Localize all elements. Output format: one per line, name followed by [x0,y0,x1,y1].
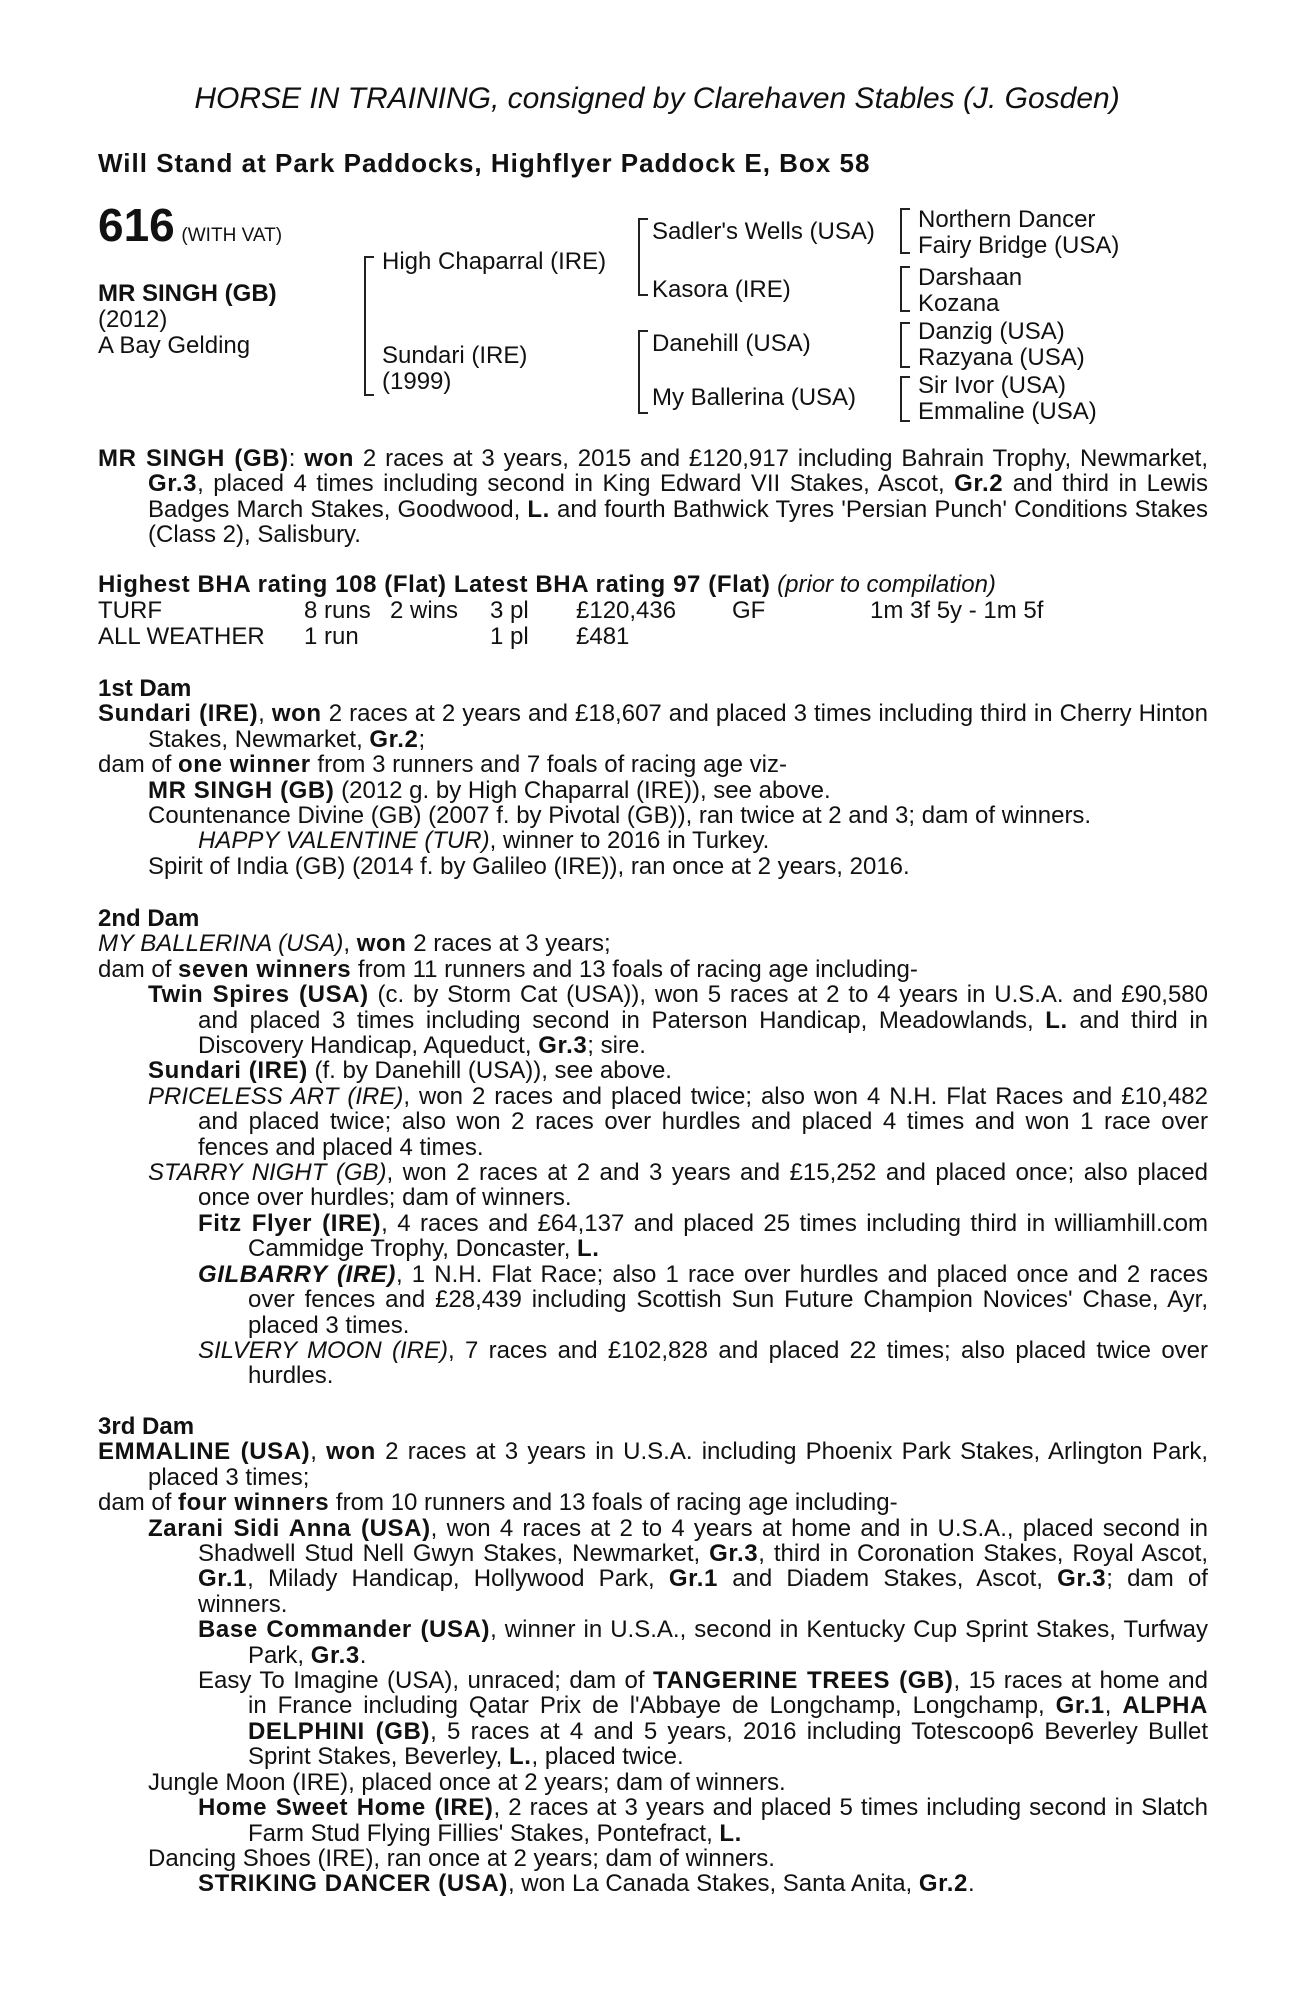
grade-label: L. [527,495,550,523]
progeny-text: , Milady Handicap, Hollywood Park, [247,1565,669,1593]
first-dam-section: 1st Dam Sundari (IRE), won 2 races at 2 years and £18,607 and placed 3 times including third in Cherry Hinton Stakes, Newmarket, Gr.2; dam of one winner from 3 runners and 7 foals of racing age viz- MR SINGH (GB) (2012 g. by High Chaparral (IRE)), see above. Countenance Divine (GB) (2007 f. by Pivotal (GB)), ran twice at 2 and 3; dam of winners. HAPPY VALENTINE (TUR), winner to 2016 in Turkey. Spirit of India (GB) (2014 f. by Galileo (IRE)), ran once at 2 years, 2016. [98,675,1208,880]
grade-label: L. [719,1819,742,1847]
race-summary: MR SINGH (GB): won 2 races at 3 years, 2015 and £120,917 including Bahrain Trophy, Newmarket, Gr.3, placed 4 times including second in King Edward VII Stakes, Ascot, Gr.2 and third in Lewis Badges March Stakes, Goodwood, L. and fourth Bathwick Tyres 'Persian Punch' Conditions Stakes (Class 2), Salisbury. [98,445,1209,549]
dam-of-text: dam of [98,1489,179,1517]
horse-description: A Bay Gelding [98,332,251,359]
table-cell: GF [732,596,766,624]
table-cell: 2 wins [390,596,459,624]
grade-label: Gr.1 [668,1565,718,1593]
table-row [98,623,1043,649]
progeny-name: SILVERY MOON (IRE) [198,1336,448,1364]
progeny-text: (c. by Storm Cat (USA)), won 5 races at 2 to 4 years in U.S.A. and £90,580 and placed 3 times including second in Paterson Handicap, Meadowlands, [198,981,1208,1034]
progeny-text: and third in Discovery Handicap, Aqueduct, [198,1006,1208,1060]
second-dam-section: 2nd Dam MY BALLERINA (USA), won 2 races at 3 years; dam of seven winners from 11 runners and 13 foals of racing age including- Twin Spires (USA) (c. by Storm Cat (USA)), won 5 races at 2 to 4 years in U.S.A. and £90,580 and placed 3 times including second in Paterson Handicap, Meadowlands, L. and third in Discovery Handicap, Aqueduct, Gr.3; sire. Sundari (IRE) (f. by Danehill (USA)), see above. PRICELESS ART (IRE), won 2 races and placed twice; also won 4 N.H. Flat Races and £10,482 and placed twice; also won 2 races over hurdles and placed 4 times and won 1 race over fences and placed 4 times. STARRY NIGHT (GB), won 2 races at 2 and 3 years and £15,252 and placed once; also placed once over hurdles; dam of winners. Fitz Flyer (IRE), 4 races and £64,137 and placed 25 times including third in williamhill.com Cammidge Trophy, Doncaster, L. GILBARRY (IRE), 1 N.H. Flat Race; also 1 race over hurdles and placed once and 2 races over fences and £28,439 including Scottish Sun Future Champion Novices' Chase, Ayr, placed 3 times. SILVERY MOON (IRE), 7 races and £102,828 and placed 22 times; also placed twice over hurdles. [98,905,1209,1390]
dam-name: EMMALINE (USA) [98,1438,311,1466]
pedigree-dsd: Razyana (USA) [918,344,1085,371]
foaling-year: (2012) [98,306,168,333]
grade-label: Gr.3 [538,1032,588,1060]
progeny-text: . [359,1641,367,1669]
progeny-text: Dancing Shoes (IRE), ran once at 2 years; dam of winners. [148,1844,775,1872]
pedigree-ssd: Fairy Bridge (USA) [918,232,1120,259]
grade-label: Gr.1 [1055,1692,1105,1720]
grade-label: L. [1045,1006,1068,1034]
progeny-text: , winner in U.S.A., second in Kentucky Cup Sprint Stakes, Turfway Park, [248,1616,1208,1669]
progeny-name: Base Commander (USA) [198,1616,491,1644]
progeny-text: (f. by Danehill (USA)), see above. [307,1057,672,1085]
grade-label: L. [509,1743,532,1771]
horse-name: MR SINGH (GB) [98,280,277,307]
progeny-name: ALPHA DELPHINI (GB) [248,1692,1208,1745]
dam-of-text: from 11 runners and 13 foals of racing age including- [351,955,918,983]
dd-bracket [900,376,910,422]
won-label: won [356,930,407,958]
progeny-name: Sundari (IRE) [148,1057,308,1085]
second-dam-heading: 2nd Dam [98,905,200,932]
winners-count: one winner [178,751,311,779]
progeny-text: , winner to 2016 in Turkey. [489,827,770,855]
progeny-text: , third in Coronation Stakes, Royal Ascot, [758,1540,1209,1568]
dam-name: MY BALLERINA (USA) [98,930,344,958]
pedigree-sdd: Kozana [918,290,1000,317]
ss-bracket [900,208,910,254]
pedigree-sd: Kasora (IRE) [652,276,791,303]
pedigree-dss: Danzig (USA) [918,318,1065,345]
progeny-text: , won La Canada Stakes, Santa Anita, [507,1870,919,1898]
summary-text: , placed 4 times including second in King Edward VII Stakes, Ascot, [197,470,955,498]
won-label: won [271,700,322,728]
ratings-block [98,572,1208,649]
progeny-text: Easy To Imagine (USA), unraced; dam of [198,1667,654,1695]
progeny-name: STARRY NIGHT (GB) [148,1159,387,1187]
dam-bracket [638,330,648,414]
pedigree-ddd: Emmaline (USA) [918,398,1097,425]
summary-text: and fourth Bathwick Tyres 'Persian Punch' Conditions Stakes (Class 2), Salisbury. [148,495,1208,549]
progeny-name: Home Sweet Home (IRE) [198,1794,494,1822]
stand-location: Will Stand at Park Paddocks, Highflyer Paddock E, Box 58 [98,148,871,178]
won-label: won [326,1438,376,1466]
pedigree-ds: Danehill (USA) [652,330,811,357]
dam-text: 2 races at 2 years and £18,607 and placed 3 times including third in Cherry Hinton Stakes, Newmarket, [148,700,1208,753]
dam-of-text: dam of [98,751,179,779]
progeny-text: , 4 races and £64,137 and placed 25 times including third in williamhill.com Cammidge Trophy, Doncaster, [248,1209,1208,1263]
table-cell: £481 [576,622,630,650]
winners-count: seven winners [178,955,352,983]
table-cell: 1 run [304,622,359,650]
progeny-text: . [968,1870,975,1898]
progeny-name: MR SINGH (GB) [148,776,335,804]
lot-number-line [98,199,283,251]
progeny-name: Zarani Sidi Anna (USA) [148,1514,431,1542]
table-cell [390,623,490,649]
progeny-text: ; sire. [587,1032,646,1060]
pedigree-dd: My Ballerina (USA) [652,384,857,411]
progeny-text: ; dam of winners. [198,1565,1208,1618]
third-dam-heading: 3rd Dam [98,1413,195,1440]
dam-name: Sundari (IRE) [98,700,259,728]
pedigree-ss: Sadler's Wells (USA) [652,218,875,245]
summary-won: won [304,445,355,472]
progeny-text: Jungle Moon (IRE), placed once at 2 years; dam of winners. [148,1768,786,1796]
table-cell: 1m 3f 5y - 1m 5f [870,596,1044,624]
table-cell: £120,436 [576,596,677,624]
progeny-name: HAPPY VALENTINE (TUR) [198,827,490,855]
progeny-text: , [1104,1692,1123,1720]
table-cell: 1 pl [490,622,529,650]
table-cell: 3 pl [490,596,529,624]
progeny-text: , placed twice. [531,1743,684,1771]
ds-bracket [900,322,910,368]
progeny-text: and Diadem Stakes, Ascot, [718,1565,1058,1593]
progeny-text: , won 2 races and placed twice; also won 4 N.H. Flat Races and £10,482 and placed twice; also won 2 races over hurdles and placed 4 times and won 1 race over fences and placed 4 times. [198,1082,1208,1161]
first-dam-heading: 1st Dam [98,675,192,702]
pedigree-sire: High Chaparral (IRE) [382,248,607,275]
grade-label: Gr.3 [709,1540,759,1568]
progeny-text: Countenance Divine (GB) (2007 f. by Pivotal (GB)), ran twice at 2 and 3; dam of winners. [148,802,1092,830]
grade-label: L. [577,1235,600,1263]
pedigree-dam: Sundari (IRE) [382,342,528,369]
grade-label: Gr.2 [954,470,1004,498]
progeny-text: , 5 races at 4 and 5 years, 2016 including Totescoop6 Beverley Bullet Sprint Stakes, Beverley, [248,1717,1209,1771]
winners-count: four winners [178,1489,330,1517]
progeny-name: GILBARRY (IRE) [198,1260,396,1288]
progeny-text: Spirit of India (GB) (2014 f. by Galileo (IRE)), ran once at 2 years, 2016. [148,852,910,880]
grade-label: Gr.3 [148,470,198,498]
table-cell [870,623,1043,649]
grade-label: Gr.3 [310,1641,360,1669]
pedigree-sds: Darshaan [918,264,1023,291]
pedigree-bracket [364,256,374,396]
grade-label: Gr.1 [198,1565,248,1593]
page-title: HORSE IN TRAINING, consigned by Clarehaven Stables (J. Gosden) [194,82,1120,115]
progeny-name: Twin Spires (USA) [148,981,369,1009]
third-dam-section: 3rd Dam EMMALINE (USA), won 2 races at 3 years in U.S.A. including Phoenix Park Stakes, Arlington Park, placed 3 times; dam of four winners from 10 runners and 13 foals of racing age including- Zarani Sidi Anna (USA), won 4 races at 2 to 4 years at home and in U.S.A., placed second in Shadwell Stud Nell Gwyn Stakes, Newmarket, Gr.3, third in Coronation Stakes, Royal Ascot, Gr.1, Milady Handicap, Hollywood Park, Gr.1 and Diadem Stakes, Ascot, Gr.3; dam of winners. Base Commander (USA), winner in U.S.A., second in Kentucky Cup Sprint Stakes, Turfway Park, Gr.3. Easy To Imagine (USA), unraced; dam of TANGERINE TREES (GB), 15 races at home and in France including Qatar Prix de l'Abbaye de Longchamp, Longchamp, Gr.1, ALPHA DELPHINI (GB), 5 races at 4 and 5 years, 2016 including Totescoop6 Beverley Bullet Sprint Stakes, Beverley, L., placed twice. Jungle Moon (IRE), placed once at 2 years; dam of winners. Home Sweet Home (IRE), 2 races at 3 years and placed 5 times including second in Slatch Farm Stud Flying Fillies' Stakes, Pontefract, L. Dancing Shoes (IRE), ran once at 2 years; dam of winners. STRIKING DANCER (USA), won La Canada Stakes, Santa Anita, Gr.2. [98,1413,1209,1898]
progeny-name: Fitz Flyer (IRE) [198,1209,382,1237]
table-row [98,597,1043,623]
vat-label: (WITH VAT) [181,225,283,246]
pedigree-sss: Northern Dancer [918,206,1096,233]
progeny-text: , 2 races at 3 years and placed 5 times including second in Slatch Farm Stud Flying Fillies' Stakes, Pontefract, [248,1794,1208,1847]
grade-label: Gr.2 [918,1870,968,1898]
dam-text: 2 races at 3 years; [406,930,611,958]
table-cell: TURF [98,596,162,624]
sire-bracket [638,218,648,296]
ratings-note: (prior to compilation) [777,571,996,598]
pedigree-dds: Sir Ivor (USA) [918,372,1067,399]
pedigree-dam-year: (1999) [382,368,452,395]
progeny-text: , 1 N.H. Flat Race; also 1 race over hurdles and placed once and 2 races over fences and £28,439 including Scottish Sun Future Champion Novices' Chase, Ayr, placed 3 times. [248,1260,1209,1339]
ratings-heading: Highest BHA rating 108 (Flat) Latest BHA rating 97 (Flat) [98,571,771,598]
progeny-text: , won 2 races at 2 and 3 years and £15,252 and placed once; also placed once over hurdles; dam of winners. [198,1159,1208,1212]
ratings-table [98,597,1043,649]
progeny-text: (2012 g. by High Chaparral (IRE)), see above. [334,776,831,804]
progeny-name: PRICELESS ART (IRE) [148,1082,404,1110]
grade-label: Gr.3 [1057,1565,1107,1593]
table-cell: ALL WEATHER [98,622,265,650]
progeny-name: STRIKING DANCER (USA) [198,1870,508,1898]
dam-of-text: from 3 runners and 7 foals of racing age viz- [310,751,787,779]
progeny-text: , 15 races at home and in France including Qatar Prix de l'Abbaye de Longchamp, Longchamp, [248,1667,1208,1720]
lot-number: 616 [98,199,175,251]
summary-horse-name: MR SINGH (GB) [98,445,289,472]
grade-label: Gr.2 [369,725,419,753]
progeny-text: , 7 races and £102,828 and placed 22 times; also placed twice over hurdles. [248,1336,1209,1390]
summary-text: and third in Lewis Badges March Stakes, Goodwood, [148,470,1208,523]
progeny-text: , won 4 races at 2 to 4 years at home and in U.S.A., placed second in Shadwell Stud Nell Gwyn Stakes, Newmarket, [198,1514,1208,1568]
dam-text: ; [418,725,426,753]
summary-text: 2 races at 3 years, 2015 and £120,917 including Bahrain Trophy, Newmarket, [354,445,1209,472]
table-cell [732,623,870,649]
sd-bracket [900,266,910,312]
table-cell: 8 runs [304,596,371,624]
progeny-name: TANGERINE TREES (GB) [653,1667,954,1695]
dam-text: 2 races at 3 years in U.S.A. including Phoenix Park Stakes, Arlington Park, placed 3 times; [148,1438,1208,1491]
dam-of-text: from 10 runners and 13 foals of racing age including- [329,1489,898,1517]
dam-of-text: dam of [98,955,179,983]
